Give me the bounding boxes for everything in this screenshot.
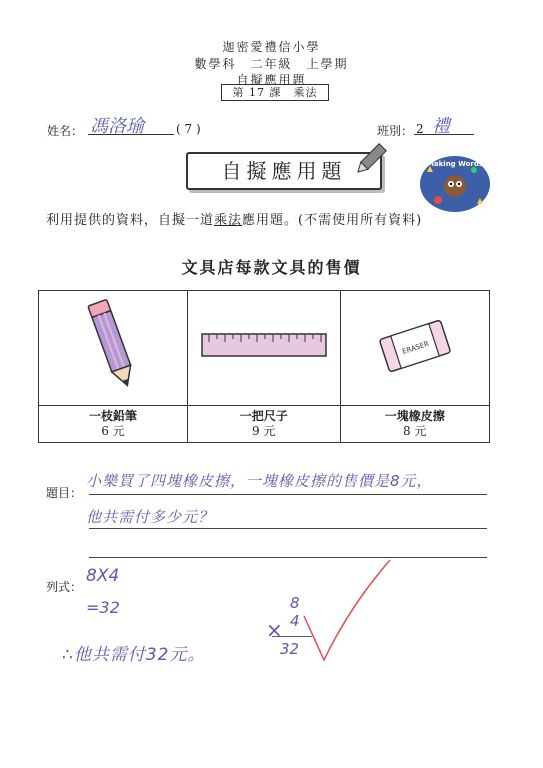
name-label: 姓名： — [47, 124, 84, 138]
pencil-cell — [39, 291, 188, 406]
class-value: 2 — [416, 122, 424, 136]
ruler-cell — [188, 291, 340, 406]
working-label: 列式： — [46, 580, 83, 594]
working-expression: 8X4 — [86, 566, 120, 586]
class-handwritten: 禮 — [432, 116, 450, 137]
price-table — [38, 290, 490, 443]
subject-line: 數學科 二年級 上學期 — [194, 57, 349, 71]
instruction-emphasis: 乘法 — [214, 213, 243, 228]
eraser-price: 8 元 — [403, 424, 427, 438]
pencil-decoration-icon — [350, 140, 390, 180]
instruction-pre: 利用提供的資料，自擬一道 — [46, 213, 215, 228]
school-name: 迦密愛禮信小學 — [222, 40, 321, 54]
pencil-name: 一枝鉛筆 — [89, 409, 138, 423]
class-label: 班別： — [377, 124, 414, 138]
owl-sticker-icon — [420, 156, 490, 212]
worksheet-type: 自擬應用題 — [236, 73, 307, 87]
ruler-price: 9 元 — [252, 424, 276, 438]
vertical-op: × — [266, 618, 283, 642]
vertical-mid: 4 — [290, 612, 300, 630]
teacher-tick-icon — [300, 556, 400, 666]
ruler-icon — [201, 331, 327, 361]
answer-line-1 — [89, 494, 487, 495]
price-table-title: 文具店每款文具的售價 — [181, 258, 362, 277]
working-result: =32 — [86, 598, 120, 617]
answer-line-2 — [89, 528, 487, 529]
pencil-price: 6 元 — [101, 424, 125, 438]
badge-text: Making Words — [426, 160, 484, 168]
student-name: 馮洛瑜 — [90, 116, 144, 137]
answer-sentence: ∴他共需付32元。 — [62, 645, 206, 665]
pencil-icon — [83, 296, 143, 396]
eraser-name: 一塊橡皮擦 — [384, 409, 445, 423]
student-number: ( 7 ) — [176, 122, 201, 136]
eraser-icon — [375, 311, 455, 381]
question-line-2: 他共需付多少元？ — [86, 508, 215, 526]
question-line-1: 小樂買了四塊橡皮擦，一塊橡皮擦的售價是8元， — [86, 472, 433, 490]
ruler-info — [188, 406, 340, 443]
eraser-info — [340, 406, 490, 443]
ruler-name: 一把尺子 — [239, 409, 288, 423]
pencil-info — [39, 406, 188, 443]
page-title-banner: 自擬應用題 — [186, 152, 382, 190]
instruction-post: 應用題。(不需使用所有資料) — [242, 213, 423, 228]
vertical-top: 8 — [290, 594, 300, 612]
lesson-title: 第 17 課 乘法 — [221, 84, 329, 101]
eraser-label: ERASER — [401, 339, 430, 356]
answer-line-3 — [89, 557, 487, 558]
instruction — [46, 209, 422, 228]
question-label: 題目： — [46, 486, 83, 500]
vertical-result: 32 — [280, 640, 300, 658]
eraser-cell — [340, 291, 490, 406]
